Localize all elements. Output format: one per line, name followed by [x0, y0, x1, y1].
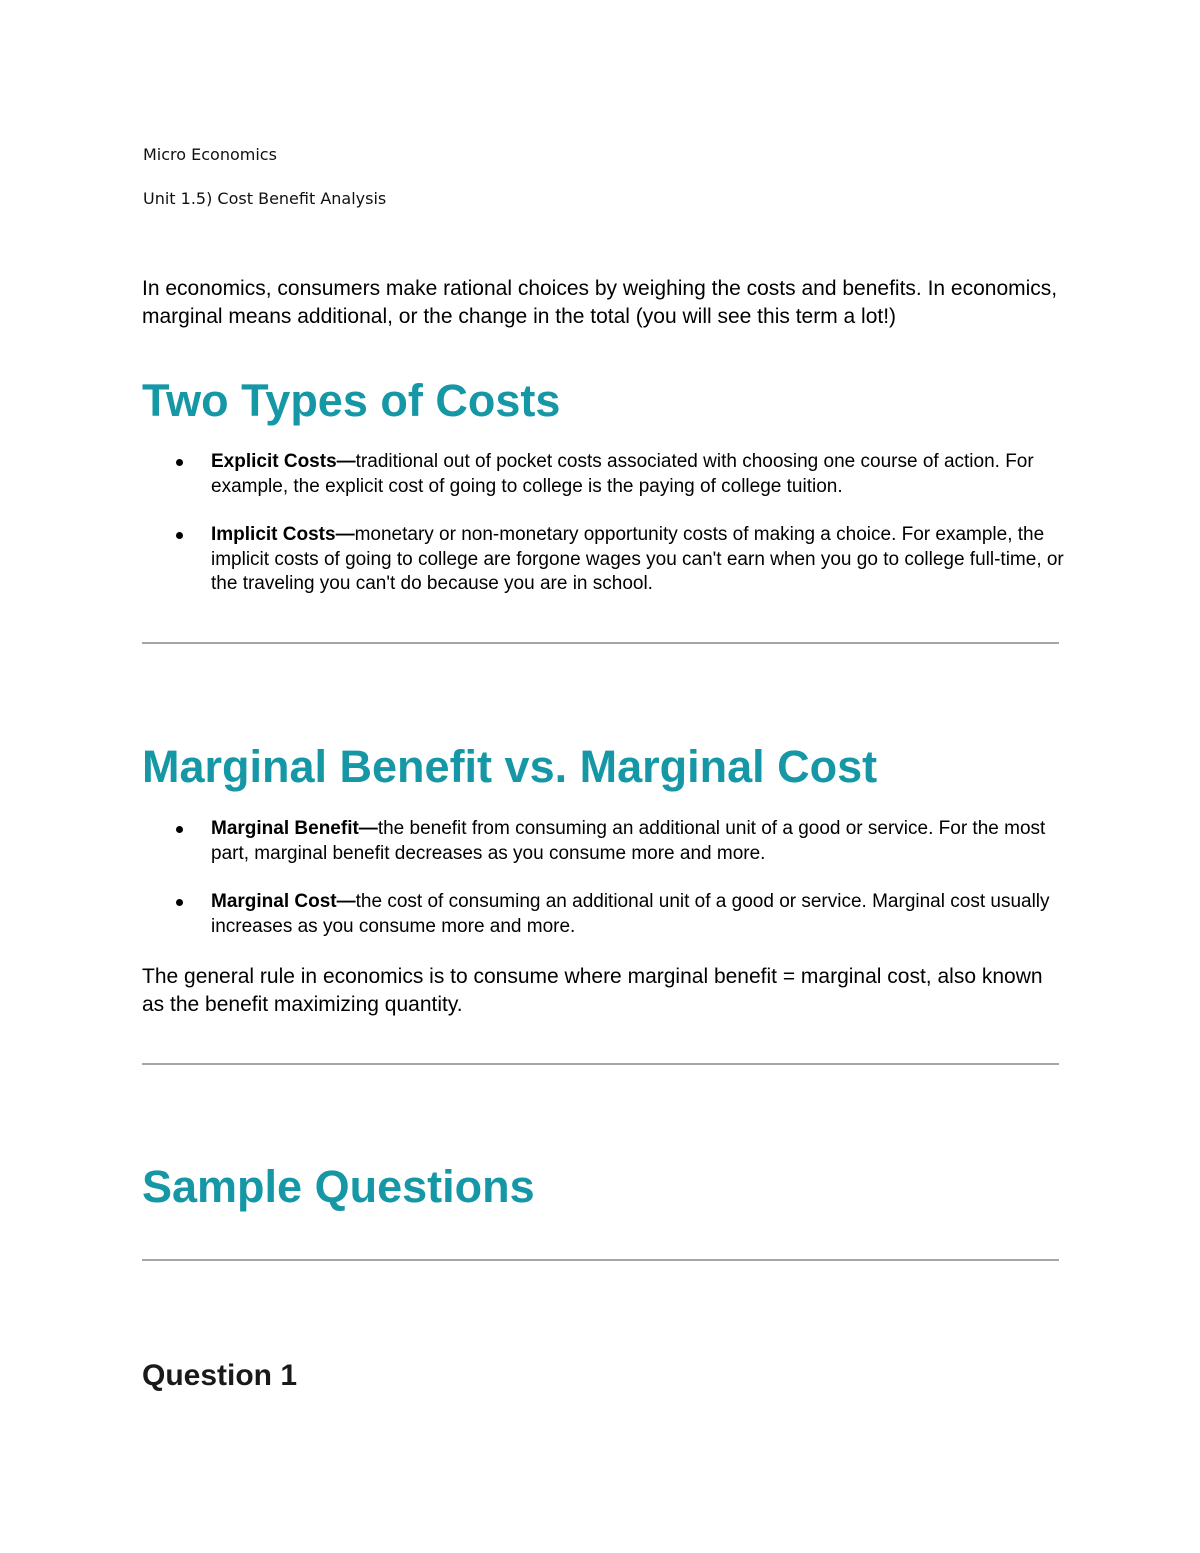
list-item: [0, 450, 1066, 499]
section-heading-sample-questions: Sample Questions: [142, 1161, 535, 1212]
bullet-icon: [176, 899, 183, 906]
list-item: [0, 817, 1066, 866]
bullet-icon: [176, 826, 183, 833]
section-heading-marginal: Marginal Benefit vs. Marginal Cost: [142, 741, 878, 792]
horizontal-divider: [142, 642, 1059, 644]
bullet-icon: [176, 459, 183, 466]
term-definition: monetary or non-monetary opportunity costs of making a choice. For example, the implicit costs of going to college are forgone wages you can't earn when you go to college full-time, or the traveling you can't do because you are in school.: [211, 524, 1064, 594]
intro-paragraph: In economics, consumers make rational choices by weighing the costs and benefits. In economics, marginal means additional, or the change in the total (you will see this term a lot!): [142, 277, 1058, 328]
horizontal-divider: [142, 1063, 1059, 1065]
term-label: Explicit Costs—: [211, 451, 356, 472]
list-item: [0, 890, 1066, 939]
term-label: Marginal Benefit—: [211, 818, 378, 839]
section-heading-costs: Two Types of Costs: [142, 375, 561, 426]
term-definition: traditional out of pocket costs associated with choosing one course of action. For example, the explicit cost of going to college is the paying of college tuition.: [211, 451, 1034, 497]
costs-list: [0, 450, 1200, 621]
list-item: [0, 523, 1066, 597]
horizontal-divider: [142, 1259, 1059, 1261]
term-definition: the cost of consuming an additional unit of a good or service. Marginal cost usually increases as you consume more and more.: [211, 891, 1050, 937]
term-label: Implicit Costs—: [211, 524, 355, 545]
term-definition: the benefit from consuming an additional unit of a good or service. For the most part, marginal benefit decreases as you consume more and more.: [211, 818, 1046, 864]
general-rule-paragraph: The general rule in economics is to consume where marginal benefit = marginal cost, also known as the benefit maximizing quantity.: [142, 965, 1043, 1016]
question-heading: Question 1: [142, 1359, 298, 1392]
term-label: Marginal Cost—: [211, 891, 356, 912]
bullet-icon: [176, 532, 183, 539]
marginal-list: [0, 817, 1200, 963]
unit-title: Unit 1.5) Cost Benefit Analysis: [143, 189, 387, 208]
course-title: Micro Economics: [143, 145, 277, 164]
